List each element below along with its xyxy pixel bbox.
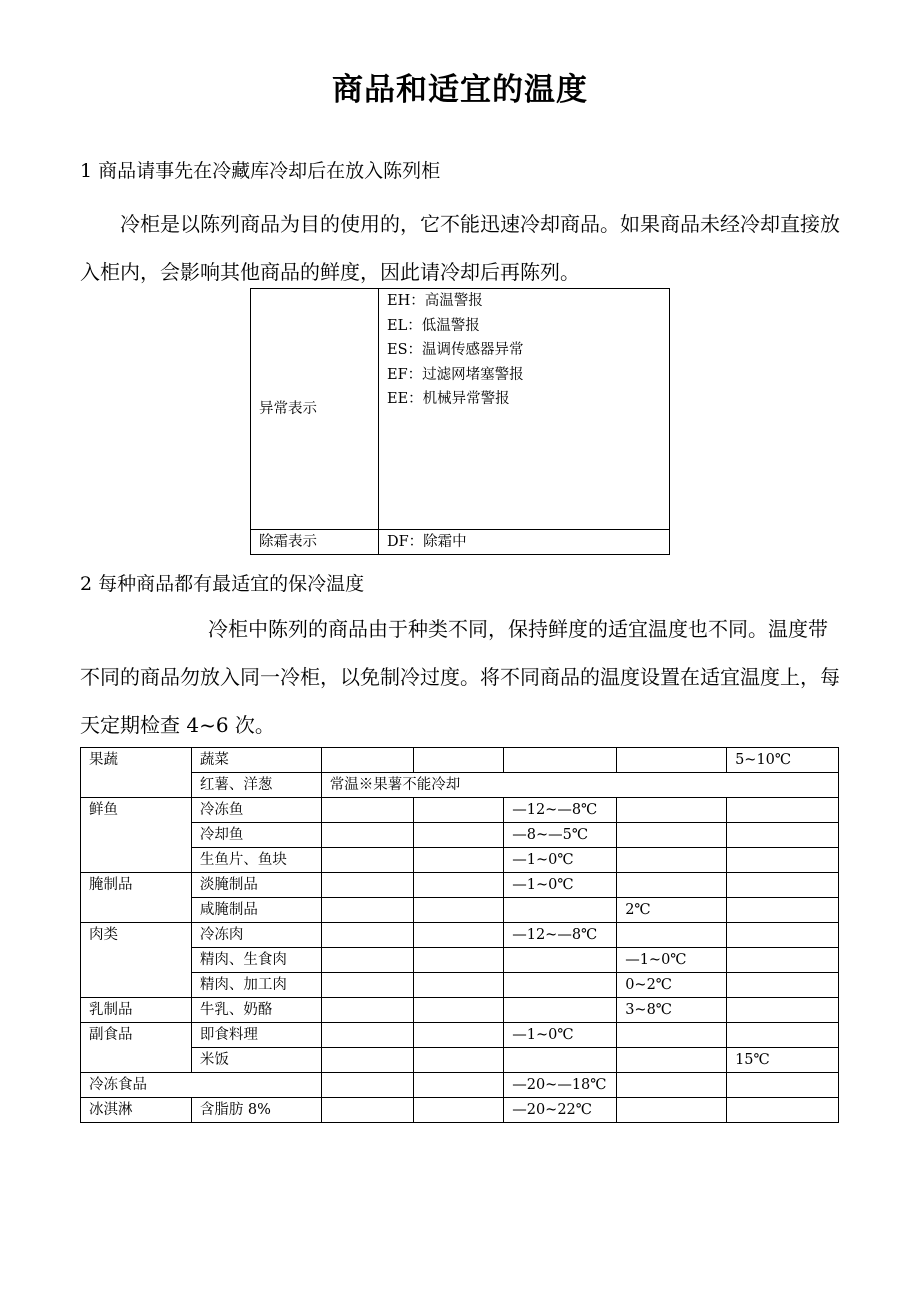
temp-cell: —12~—8℃ [504,798,617,823]
category-cell: 乳制品 [81,998,192,1023]
table-row [81,773,839,798]
item-cell: 冷冻鱼 [191,798,321,823]
code-el: EL：低温警报 [387,317,480,334]
page-title: 商品和适宜的温度 [332,72,588,108]
table-row [81,848,839,873]
temp-cell: —1~0℃ [504,1023,617,1048]
category-cell: 肉类 [81,923,192,998]
item-cell: 精肉、加工肉 [191,973,321,998]
code-ee: EE：机械异常警报 [387,391,510,407]
category-cell: 冰淇淋 [81,1098,192,1123]
table-row [81,1098,839,1123]
table-row [81,973,839,998]
category-cell: 冷冻食品 [81,1073,322,1098]
temperature-table [80,747,839,1123]
temp-cell: —8~—5℃ [504,823,617,848]
temp-cell: —1~0℃ [504,848,617,873]
item-cell: 牛乳、奶酪 [191,998,321,1023]
item-cell: 冷冻肉 [191,923,321,948]
table-row [81,1023,839,1048]
table-row [81,998,839,1023]
temp-cell: 15℃ [727,1048,839,1073]
item-cell: 冷却鱼 [191,823,321,848]
table-row [81,748,839,773]
code-ef: EF：过滤网堵塞警报 [387,366,524,383]
table-row [81,1048,839,1073]
item-cell: 蔬菜 [191,748,321,773]
category-cell: 腌制品 [81,873,192,923]
category-cell: 副食品 [81,1023,192,1073]
item-cell: 含脂肪 8% [191,1098,321,1123]
item-cell: 生鱼片、鱼块 [191,848,321,873]
table-row [81,1073,839,1098]
temp-cell: —20~—18℃ [504,1073,617,1098]
temp-cell: —20~22℃ [504,1098,617,1123]
temp-cell: —1~0℃ [617,948,727,973]
defrost-label: 除霜表示 [251,530,379,555]
section-1-heading: 1 商品请事先在冷藏库冷却后在放入陈列柜 [80,160,441,182]
item-cell: 红薯、洋葱 [191,773,321,798]
category-cell: 鲜鱼 [81,798,192,873]
code-es: ES：温调传感器异常 [387,342,524,358]
temp-cell: 5~10℃ [727,748,839,773]
category-cell: 果蔬 [81,748,192,798]
table-row [81,823,839,848]
table-row [81,948,839,973]
item-cell: 精肉、生食肉 [191,948,321,973]
abnormal-codes [379,289,670,530]
temp-cell: 2℃ [617,898,727,923]
alarm-code-table [250,288,670,555]
item-cell: 淡腌制品 [191,873,321,898]
table-row [81,923,839,948]
temp-cell: 3~8℃ [617,998,727,1023]
temp-cell: —1~0℃ [504,873,617,898]
section-2-heading: 2 每种商品都有最适宜的保冷温度 [80,573,365,595]
section-1-paragraph: 冷柜是以陈列商品为目的使用的，它不能迅速冷却商品。如果商品未经冷却直接放入柜内，会影响其他商品的鲜度，因此请冷却后再陈列。 [80,212,840,284]
temp-cell: —12~—8℃ [504,923,617,948]
abnormal-label: 异常表示 [251,289,379,530]
item-cell: 即食料理 [191,1023,321,1048]
table-row [81,873,839,898]
temp-cell: 常温※果薯不能冷却 [321,773,838,798]
table-row [81,798,839,823]
defrost-code: DF：除霜中 [379,530,670,555]
section-2-paragraph: 冷柜中陈列的商品由于种类不同，保持鲜度的适宜温度也不同。温度带不同的商品勿放入同一冷柜，以免制冷过度。将不同商品的温度设置在适宜温度上，每天定期检查 4~6 次。 [80,617,840,737]
table-row [81,898,839,923]
code-eh: EH：高温警报 [387,293,483,309]
temp-cell: 0~2℃ [617,973,727,998]
item-cell: 咸腌制品 [191,898,321,923]
item-cell: 米饭 [191,1048,321,1073]
